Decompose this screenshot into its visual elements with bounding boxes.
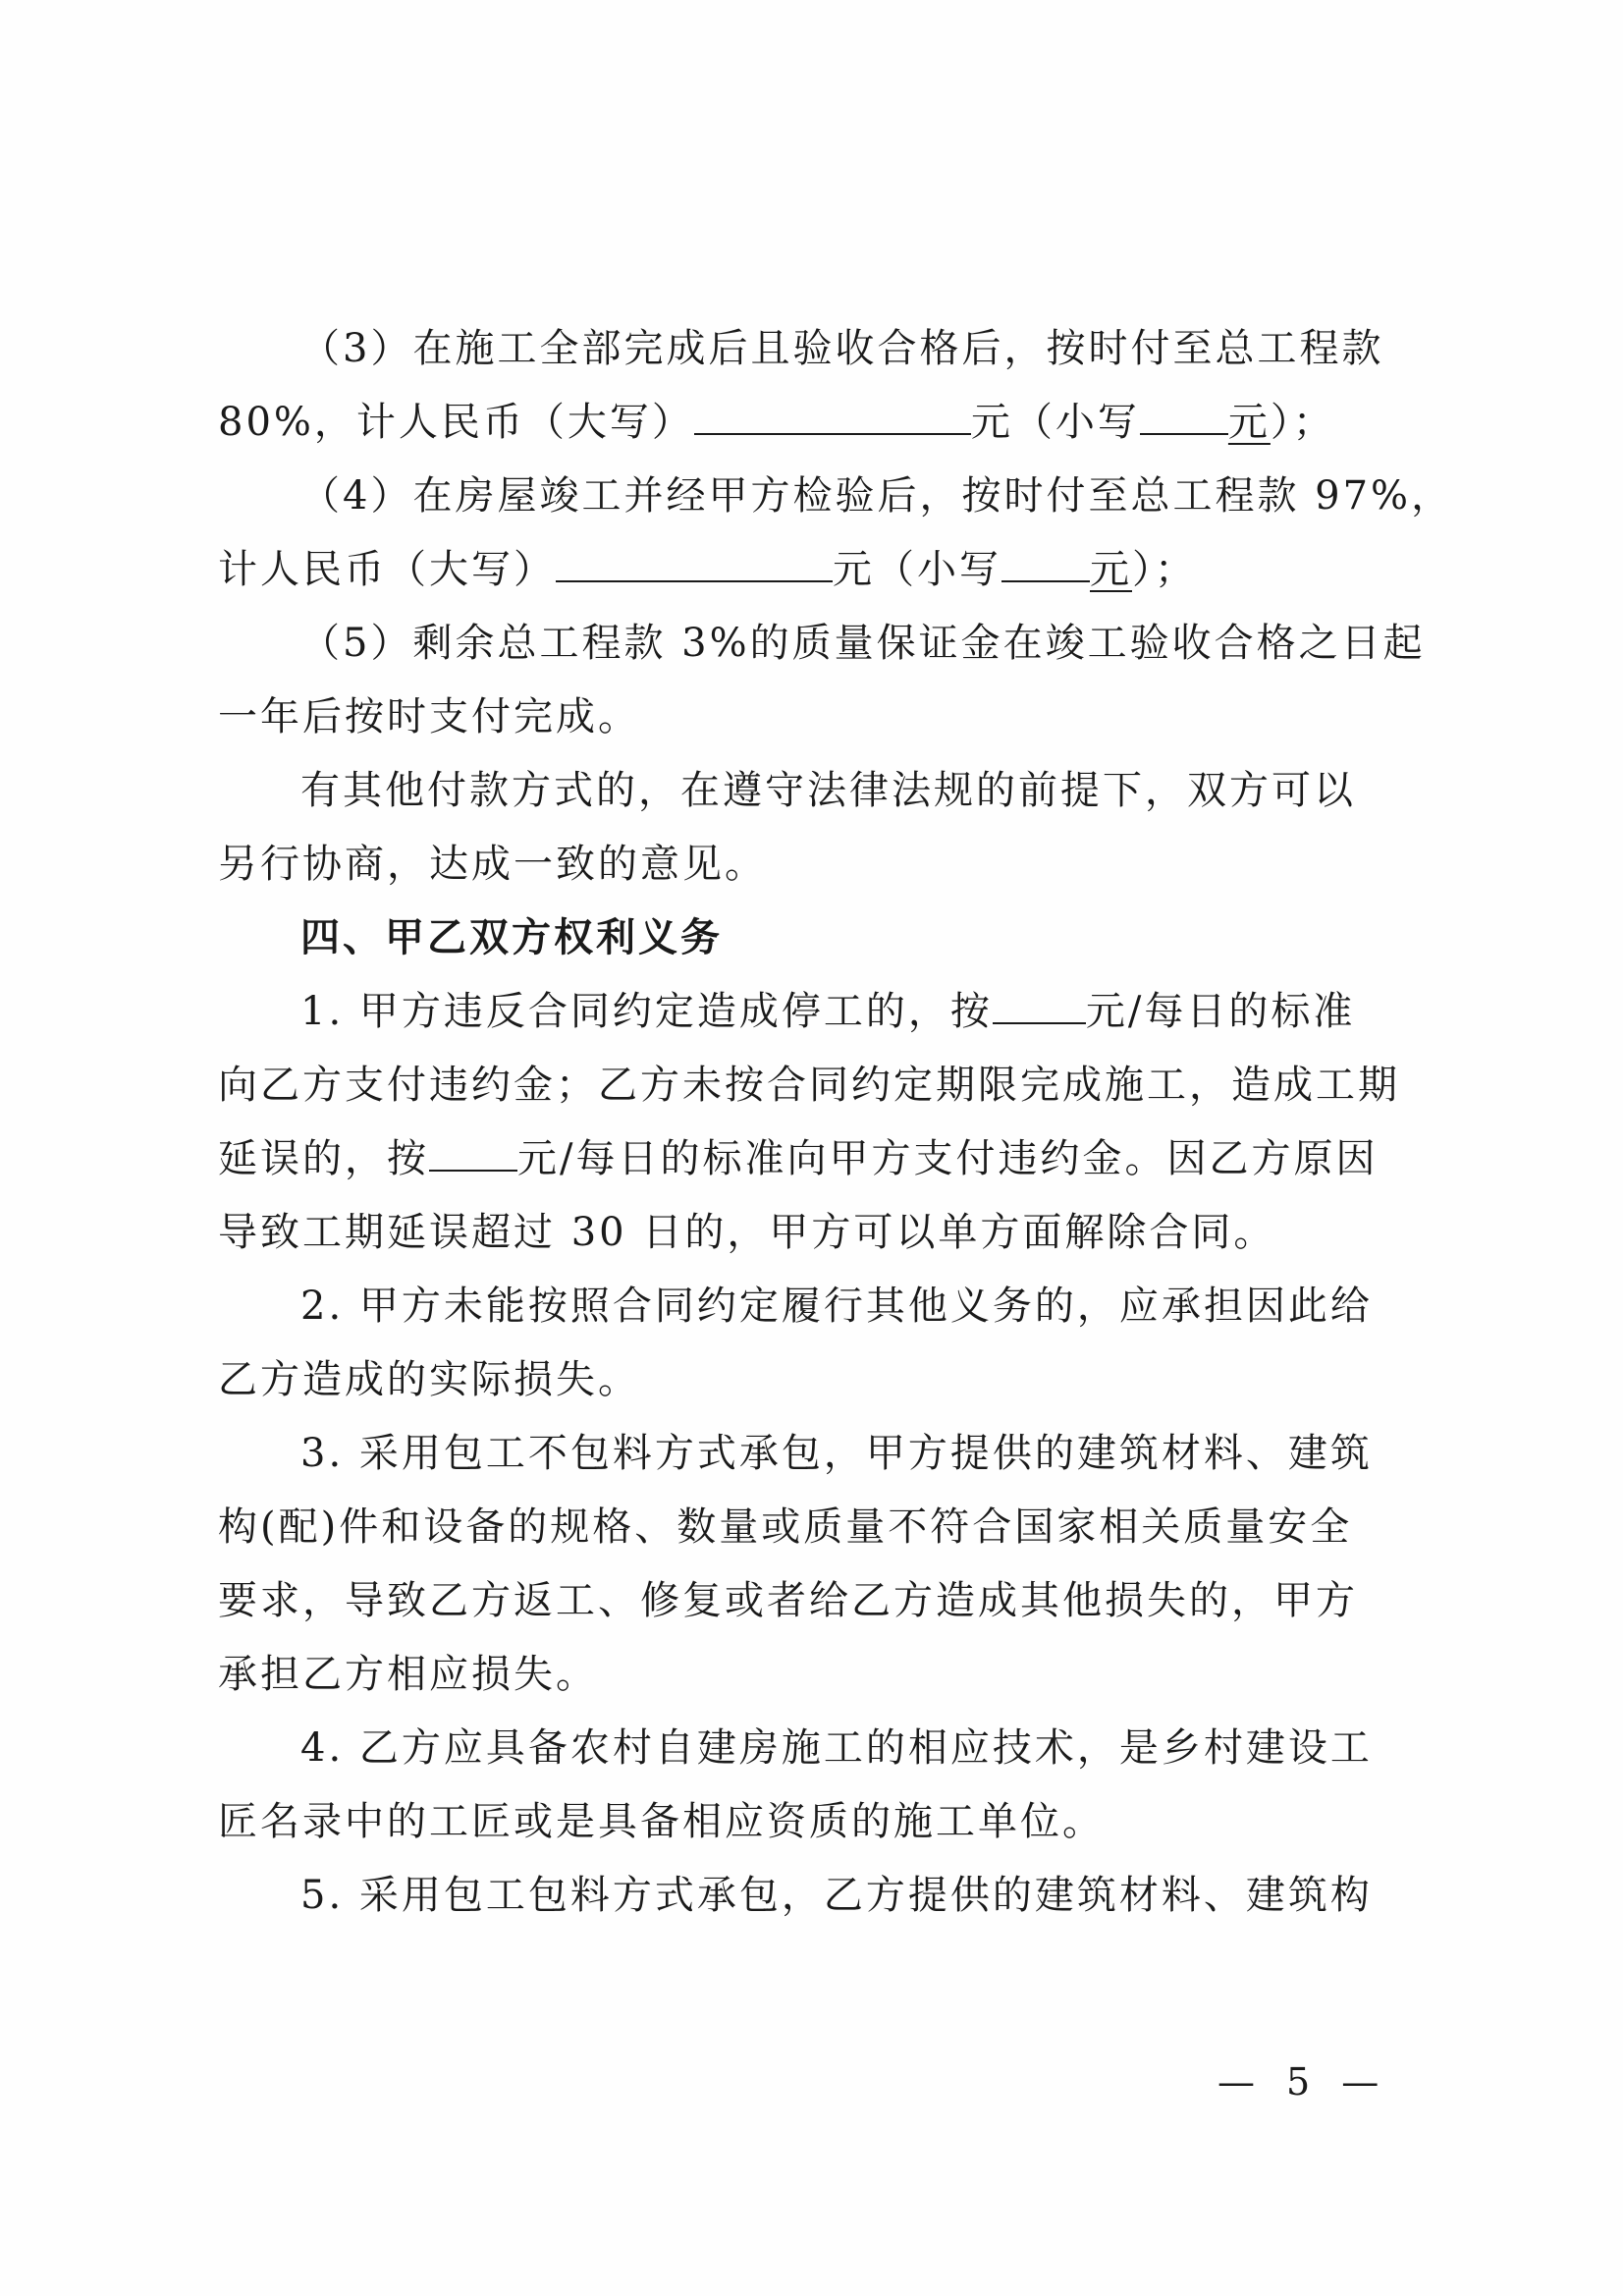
rights-item-1-line-2: 向乙方支付违约金；乙方未按合同约定期限完成施工，造成工期 — [218, 1063, 1400, 1108]
rights-item-4-line-2: 匠名录中的工匠或是具备相应资质的施工单位。 — [218, 1799, 1105, 1844]
payment-item-4-line-1: （4）在房屋竣工并经甲方检验后，按时付至总工程款 97%， — [300, 473, 1454, 519]
other-payment-line-1: 有其他付款方式的，在遵守法律法规的前提下，双方可以 — [300, 768, 1356, 813]
payment-item-3-text-a: 80%，计人民币（大写） — [218, 400, 694, 445]
page-body — [218, 312, 1454, 1933]
rights-item-3-line-2: 构(配)件和设备的规格、数量或质量不符合国家相关质量安全 — [218, 1504, 1353, 1550]
rights-item-1-text-b: 元/每日的标准 — [1085, 989, 1356, 1034]
page-number: 5 — [1286, 2060, 1313, 2104]
payment-item-5-line-1: （5）剩余总工程款 3%的质量保证金在竣工验收合格之日起 — [300, 621, 1426, 666]
payment-item-3-line-2 — [218, 386, 1421, 460]
rights-item-3-line-4: 承担乙方相应损失。 — [218, 1652, 598, 1697]
payment-item-3-unit: 元 — [1227, 400, 1271, 445]
footer-dash-left: — — [1217, 2060, 1257, 2104]
rights-item-1-text-c: 延误的，按 — [218, 1136, 429, 1181]
payment-item-4-text-a: 计人民币（大写） — [218, 547, 556, 592]
penalty-amount-blank — [429, 1126, 517, 1172]
payment-item-5-line-2: 一年后按时支付完成。 — [218, 694, 640, 739]
payment-item-4-text-d: ）； — [1132, 547, 1197, 592]
rights-item-2-line-1: 2. 甲方未能按照合同约定履行其他义务的，应承担因此给 — [300, 1284, 1373, 1329]
rights-item-3-line-1: 3. 采用包工不包料方式承包，甲方提供的建筑材料、建筑 — [300, 1431, 1373, 1476]
page-footer — [1217, 2060, 1414, 2104]
rights-item-4-line-1: 4. 乙方应具备农村自建房施工的相应技术，是乡村建设工 — [300, 1725, 1373, 1771]
rights-item-1-line-3 — [218, 1122, 1421, 1196]
payment-item-3-text-d: ）； — [1270, 400, 1335, 445]
payment-item-4-line-2 — [218, 533, 1421, 607]
amount-in-words-blank — [694, 390, 971, 435]
rights-item-5-line-1: 5. 采用包工包料方式承包，乙方提供的建筑材料、建筑构 — [300, 1873, 1373, 1918]
rights-item-1-text-d: 元/每日的标准向甲方支付违约金。因乙方原因 — [517, 1136, 1379, 1181]
rights-item-3-line-3: 要求，导致乙方返工、修复或者给乙方造成其他损失的，甲方 — [218, 1578, 1358, 1623]
payment-item-4-text-b: 元（小写 — [833, 547, 1001, 592]
section-heading: 四、甲乙双方权利义务 — [300, 915, 723, 960]
amount-in-figures-blank — [1001, 537, 1090, 582]
rights-item-1-line-4: 导致工期延误超过 30 日的，甲方可以单方面解除合同。 — [218, 1210, 1276, 1255]
rights-item-2-line-2: 乙方造成的实际损失。 — [218, 1357, 640, 1402]
amount-in-figures-blank — [1140, 390, 1228, 435]
rights-item-1-line-1 — [218, 975, 1421, 1049]
rights-item-1-text-a: 1. 甲方违反合同约定造成停工的，按 — [300, 989, 993, 1034]
payment-item-3-text-b: 元（小写 — [970, 400, 1140, 445]
payment-item-3-line-1: （3）在施工全部完成后且验收合格后，按时付至总工程款 — [300, 326, 1384, 371]
penalty-amount-blank — [993, 979, 1086, 1024]
other-payment-line-2: 另行协商，达成一致的意见。 — [218, 842, 767, 887]
payment-item-4-unit: 元 — [1090, 547, 1132, 592]
amount-in-words-blank — [556, 537, 833, 582]
footer-dash-right: — — [1341, 2060, 1381, 2104]
